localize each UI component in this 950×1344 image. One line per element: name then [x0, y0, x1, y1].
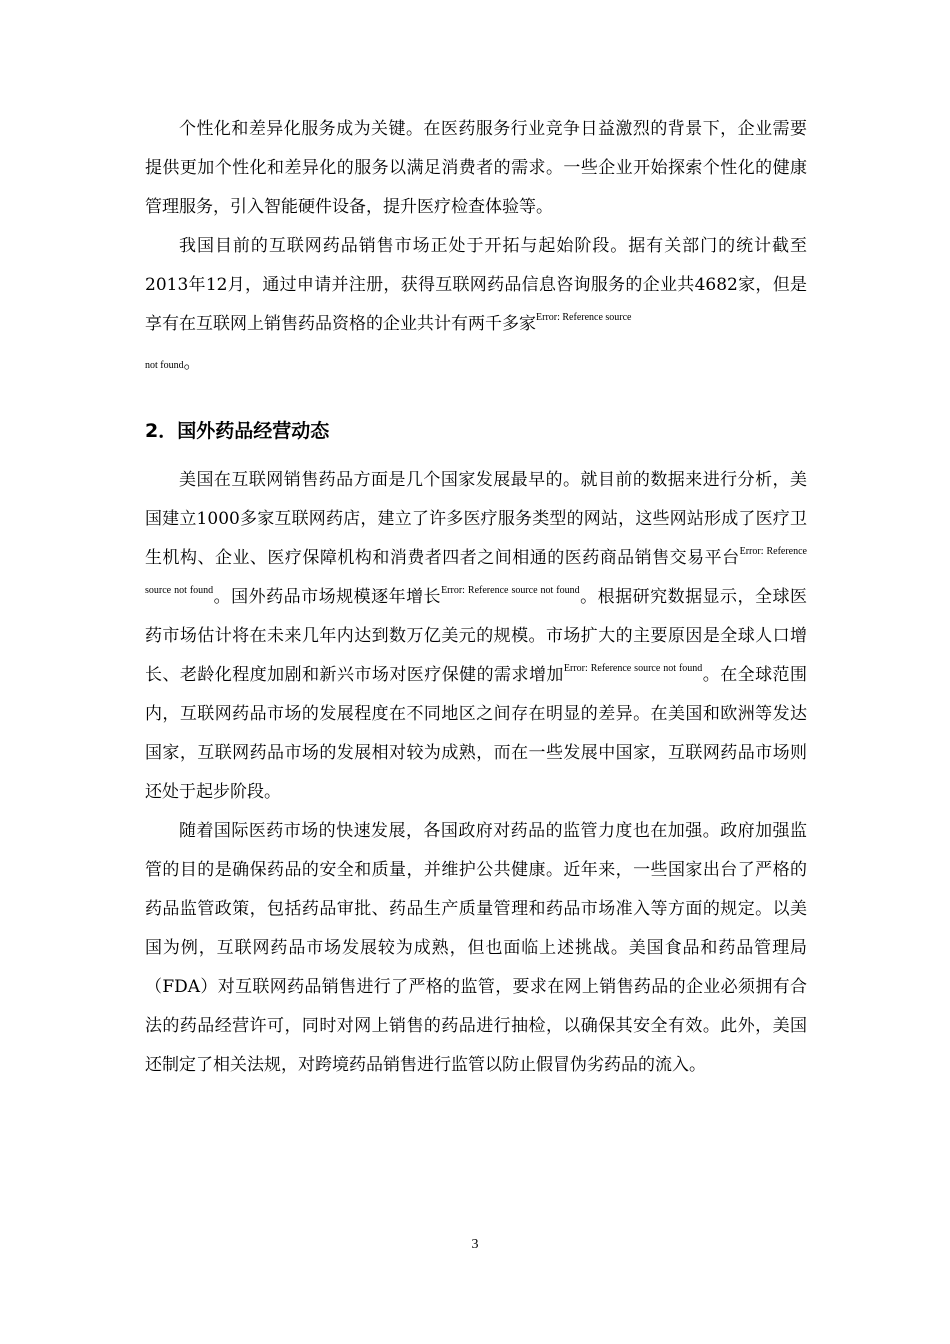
us-market-text-a: 美国在互联网销售药品方面是几个国家发展最早的。就目前的数据来进行分析，美国建立1000多家互联网药店，建立了许多医疗服务类型的网站，这些网站形成了医疗卫生机构、企业、医疗保障机构和消费者四者之间相通的医药商品销售交易平台 — [145, 470, 807, 568]
paragraph-regulation: 随着国际医药市场的快速发展，各国政府对药品的监管力度也在加强。政府加强监管的目的是确保药品的安全和质量，并维护公共健康。近年来，一些国家出台了严格的药品监管政策，包括药品审批、药品生产质量管理和药品市场准入等方面的规定。以美国为例，互联网药品市场发展较为成熟，但也面临上述挑战。美国食品和药品管理局（FDA）对互联网药品销售进行了严格的监管，要求在网上销售药品的企业必须拥有合法的药品经营许可，同时对网上销售的药品进行抽检，以确保其安全有效。此外，美国还制定了相关法规，对跨境药品销售进行监管以防止假冒伪劣药品的流入。 — [145, 821, 807, 1075]
paragraph-us-market — [145, 461, 807, 812]
us-market-text-d: 。在全球范围内，互联网药品市场的发展程度在不同地区之间存在明显的差异。在美国和欧洲等发达国家，互联网药品市场的发展相对较为成熟，而在一些发展中国家，互联网药品市场则还处于起步阶段。 — [145, 665, 808, 802]
section1-body — [145, 110, 807, 383]
us-market-text-c: 。根据研究数据显示，全球医药市场估计将在未来几年内达到数万亿美元的规模。市场扩大的主要原因是全球人口增长、老龄化程度加剧和新兴市场对医疗保健的需求增加 — [145, 587, 808, 685]
reference-error-marker: Error: Reference source not found — [441, 585, 580, 596]
section-heading: 2．国外药品经营动态 — [145, 420, 330, 442]
paragraph-personalization: 个性化和差异化服务成为关键。在医药服务行业竞争日益激烈的背景下，企业需要提供更加个性化和差异化的服务以满足消费者的需求。一些企业开始探索个性化的健康管理服务，引入智能硬件设备，提升医疗检查体验等。 — [145, 119, 807, 217]
reference-error-marker: Error: Reference source not found — [563, 663, 703, 674]
domestic-market-text: 我国目前的互联网药品销售市场正处于开拓与起始阶段。据有关部门的统计截至2013年12月，通过申请并注册，获得互联网药品信息咨询服务的企业共4682家，但是享有在互联网上销售药品资格的企业共计有两千多家 — [145, 236, 807, 334]
reference-error-marker: Error: Reference source not found — [145, 546, 807, 596]
domestic-market-end: 。 — [183, 353, 201, 373]
reference-error-marker: Error: Reference source — [536, 312, 632, 323]
page-number: 3 — [471, 1237, 479, 1252]
section2-body — [145, 461, 807, 1085]
reference-error-marker-cont: not found — [145, 360, 184, 371]
us-market-text-b: 。国外药品市场规模逐年增长 — [213, 587, 442, 607]
paragraph-domestic-market — [145, 227, 807, 383]
